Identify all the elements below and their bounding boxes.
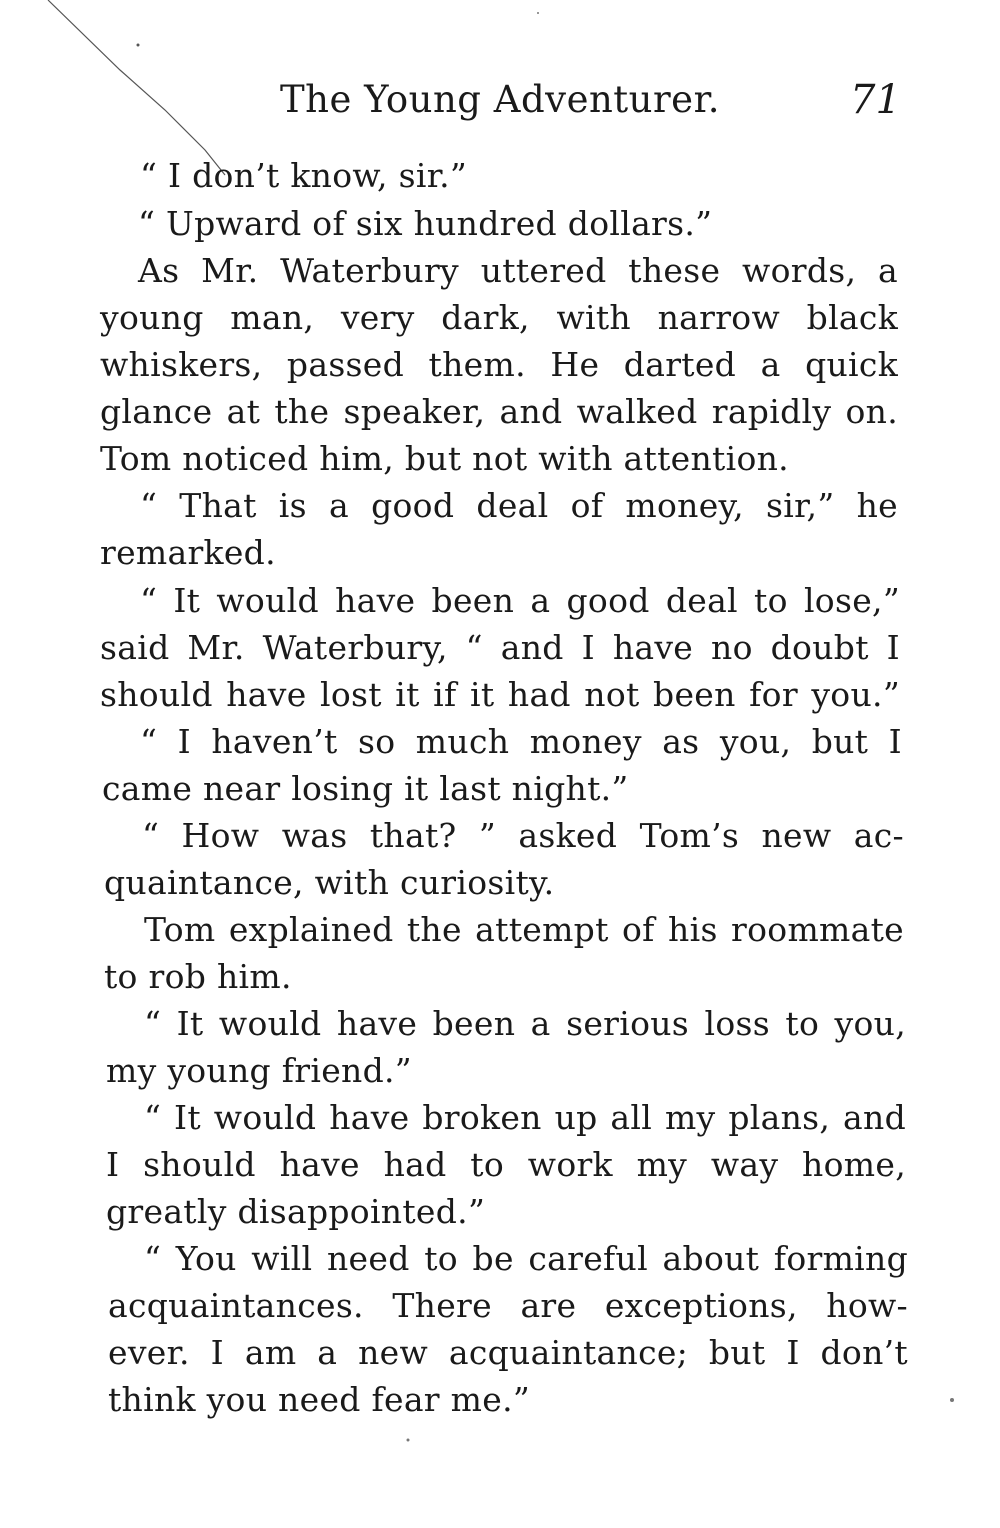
text-line: “ You will need to be careful about forming [144, 1239, 908, 1278]
text-line: Tom noticed him, but not with attention. [100, 439, 789, 478]
text-line: young man, very dark, with narrow black [100, 298, 898, 337]
text-line: “ It would have broken up all my plans, and [144, 1098, 906, 1137]
text-line: my young friend.” [106, 1051, 412, 1090]
text-line: “ How was that? ” asked Tom’s new ac- [142, 816, 904, 855]
text-line: should have lost it if it had not been for you.” [100, 675, 900, 714]
text-line: remarked. [100, 533, 276, 572]
text-line: came near losing it last night.” [102, 769, 629, 808]
text-line: “ It would have been a good deal to lose,” [140, 581, 900, 620]
text-line: glance at the speaker, and walked rapidly on. [100, 392, 898, 431]
text-line: I should have had to work my way home, [106, 1145, 906, 1184]
running-title: The Young Adventurer. [280, 78, 720, 121]
text-line: “ I haven’t so much money as you, but I [140, 722, 902, 761]
text-line: whiskers, passed them. He darted a quick [100, 345, 898, 384]
text-line: ever. I am a new acquaintance; but I don’t [108, 1333, 908, 1372]
running-head [0, 74, 1000, 126]
text-line: “ Upward of six hundred dollars.” [138, 204, 713, 243]
text-line: acquaintances. There are exceptions, how- [108, 1286, 908, 1325]
text-line: think you need fear me.” [108, 1380, 531, 1419]
text-line: “ That is a good deal of money, sir,” he [140, 486, 898, 525]
text-line: to rob him. [104, 957, 292, 996]
text-line: greatly disappointed.” [106, 1192, 486, 1231]
text-line: said Mr. Waterbury, “ and I have no doubt I [100, 628, 900, 667]
text-line: As Mr. Waterbury uttered these words, a [138, 251, 898, 290]
text-line: “ I don’t know, sir.” [140, 156, 468, 195]
page-number: 71 [850, 77, 901, 123]
text-line: Tom explained the attempt of his roommate [144, 910, 904, 949]
text-line: quaintance, with curiosity. [104, 863, 555, 902]
text-line: “ It would have been a serious loss to you, [144, 1004, 906, 1043]
